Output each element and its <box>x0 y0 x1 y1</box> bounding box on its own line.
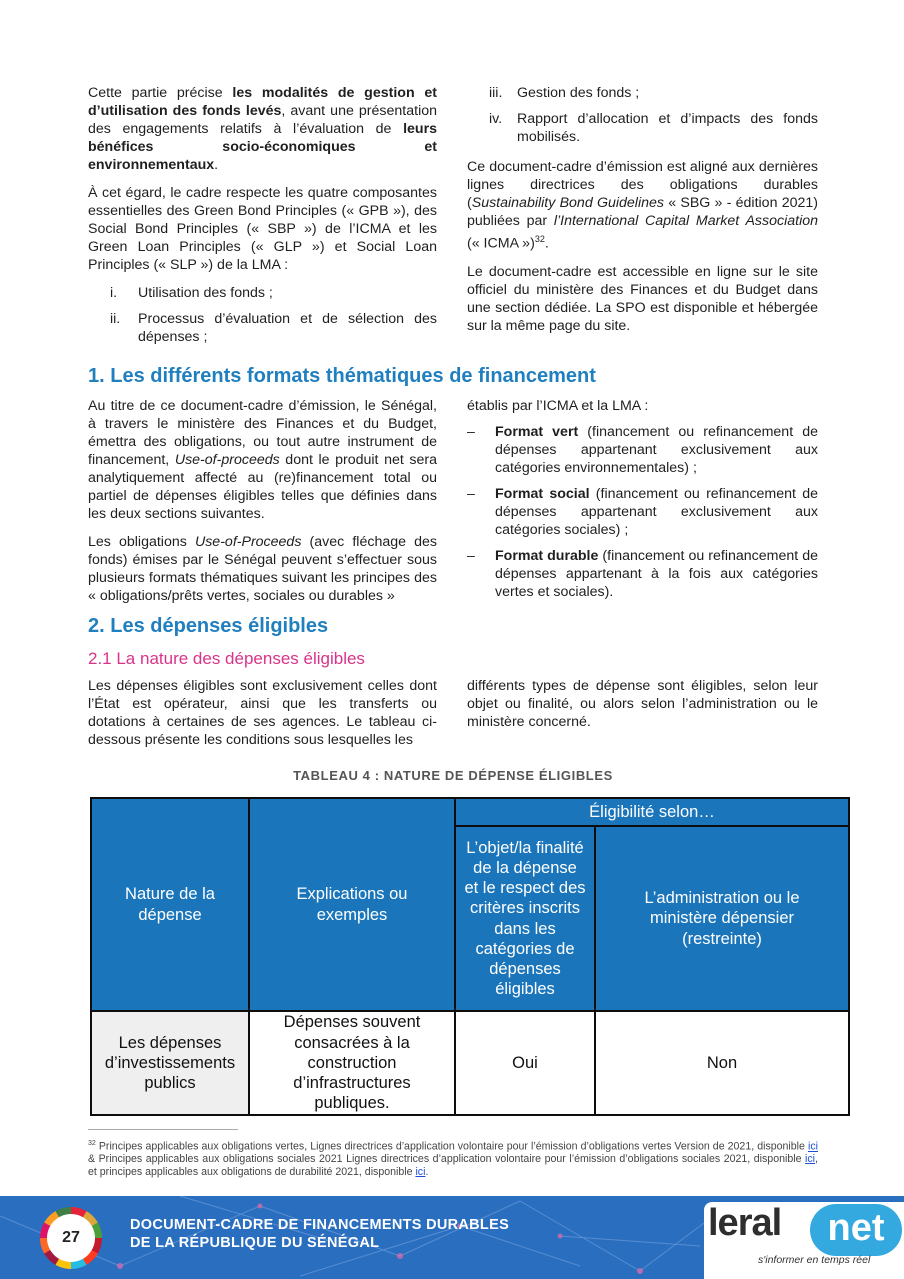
list-item-number: iv. <box>489 111 503 127</box>
intro-paragraph-1: Cette partie précise les modalités de gestion et d’utilisation des fonds levés, avant une présentation des engagements relatifs à l’évaluation de leurs bénéfices socio-économiques et environnementaux. <box>88 85 438 173</box>
footer-title-line-1: DOCUMENT-CADRE DE FINANCEMENTS DURABLES <box>130 1217 510 1233</box>
list-item-text: Gestion des fonds ; <box>517 85 640 101</box>
leralnet-logo <box>704 1202 904 1279</box>
intro-left-column <box>88 84 437 354</box>
list-item-text: Processus d’évaluation et de sélection des dépenses ; <box>138 311 437 345</box>
footnote-link[interactable]: ici <box>805 1153 816 1166</box>
section-1-right-column <box>467 397 818 609</box>
footer-title-line-2: DE LA RÉPUBLIQUE DU SÉNÉGAL <box>130 1235 380 1251</box>
header-explications: Explications ou exemples <box>249 798 455 1011</box>
section-1-left-column <box>88 397 437 615</box>
intro-paragraph-3: Ce document-cadre d’émission est aligné aux dernières lignes directrices des obligations durables (Sustainability Bond Guidelines « SBG » - édition 2021) publiées par l’International Capital Market Association (« ICMA »)$^{32}$. <box>467 159 818 252</box>
section-1-heading: 1. Les différents formats thématiques de financement <box>88 365 596 387</box>
dash-bullet: – <box>467 548 475 564</box>
list-item-number: ii. <box>110 311 121 327</box>
list-item <box>467 84 818 102</box>
logo-leral-text: leral <box>708 1202 782 1244</box>
dash-bullet: – <box>467 486 475 502</box>
list-item-text: Rapport d’allocation et d’impacts des fonds mobilisés. <box>517 111 818 145</box>
format-item-text: Format durable (financement ou refinancement de dépenses appartenant à la fois aux catégories vertes et sociales). <box>495 548 818 600</box>
list-item <box>88 310 437 346</box>
section-2-1-subheading: 2.1 La nature des dépenses éligibles <box>88 649 365 668</box>
format-item-text: Format vert (financement ou refinancement de dépenses appartenant exclusivement aux catégories environnementales) ; <box>495 424 819 476</box>
section-1-intro-line: établis par l’ICMA et la LMA : <box>467 398 649 414</box>
footnote-link[interactable]: ici <box>807 1140 818 1153</box>
sdg-page-badge <box>40 1207 102 1269</box>
format-item <box>467 423 818 477</box>
table-header-row-1 <box>91 798 849 826</box>
list-item-number: iii. <box>489 85 503 101</box>
format-item <box>467 485 818 539</box>
logo-tagline: s'informer en temps réel <box>758 1254 871 1266</box>
section-1-paragraph-1: Au titre de ce document-cadre d’émission, le Sénégal, à travers le ministère des Finances et du Budget, émettra des obligations, ou tout autre instrument de financement, Use-of-proceeds dont le produit net sera analytiquement affecté au (re)financement total ou partiel de dépenses éligibles telles que définies dans les deux sections suivantes. <box>88 398 437 522</box>
list-item-text: Utilisation des fonds ; <box>138 285 273 301</box>
cell-nature: Les dépenses d’investissements publics <box>91 1011 249 1115</box>
cell-explications: Dépenses souvent consacrées à la construction d’infrastructures publiques. <box>249 1011 455 1115</box>
section-2-paragraph-left: Les dépenses éligibles sont exclusivement celles dont l’État est opérateur, ainsi que les transferts ou dotations à certaines de ses agences. Le tableau ci-dessous présente les conditions sous lesquelles les <box>88 678 437 748</box>
footnote-link[interactable]: ici <box>415 1165 426 1178</box>
footnote-divider <box>88 1129 238 1130</box>
format-item <box>467 547 818 601</box>
section-2-right-column <box>467 677 818 741</box>
header-administration: L’administration ou le ministère dépensier (restreinte) <box>595 826 849 1011</box>
intro-list-right <box>467 84 818 146</box>
table-caption: TABLEAU 4 : NATURE DE DÉPENSE ÉLIGIBLES <box>293 768 613 783</box>
list-item-number: i. <box>110 285 118 301</box>
intro-paragraph-4: Le document-cadre est accessible en ligne sur le site officiel du ministère des Finances et du Budget dans une section dédiée. La SPO est disponible et hébergée sur la même page du site. <box>467 263 818 334</box>
header-nature: Nature de la dépense <box>91 798 249 1011</box>
footer-title <box>130 1216 509 1252</box>
logo-net-bubble: net <box>810 1204 902 1256</box>
intro-list-left <box>88 284 437 346</box>
section-2-left-column <box>88 677 437 759</box>
section-2-heading: 2. Les dépenses éligibles <box>88 615 329 637</box>
footnote: $^{32}$ Principes applicables aux obligations vertes, Lignes directrices d’application volontaire pour l’émission d’obligations vertes Version de 2021, disponible ici & Principes applicables aux obligations sociales 2021 Lignes directrices d’application volontaire pour l’émission d’obligations sociales 2021, disponible ici, et principes applicables aux obligations de durabilité 2021, disponible ici. <box>88 1140 818 1178</box>
cell-administration: Non <box>595 1011 849 1115</box>
page-footer <box>0 1196 904 1279</box>
section-1-paragraph-2: Les obligations Use-of-Proceeds (avec fléchage des fonds) émises par le Sénégal peuvent s’effectuer sous plusieurs formats thématiques suivant les principes des « obligations/prêts vertes, sociales ou durables » <box>88 534 437 604</box>
eligible-expenses-table <box>90 797 850 1116</box>
cell-objet: Oui <box>455 1011 595 1115</box>
header-eligibilite: Éligibilité selon… <box>455 798 849 826</box>
dash-bullet: – <box>467 424 475 440</box>
header-objet: L’objet/la finalité de la dépense et le respect des critères inscrits dans les catégories de dépenses éligibles <box>455 826 595 1011</box>
footnote-mark: 32 <box>88 1140 96 1147</box>
format-list <box>467 423 818 601</box>
list-item <box>88 284 437 302</box>
intro-right-column <box>467 84 818 345</box>
table-row <box>91 1011 849 1115</box>
section-2-paragraph-right: différents types de dépense sont éligibles, selon leur objet ou finalité, ou alors selon l’administration ou le ministère concerné. <box>467 678 818 730</box>
list-item <box>467 110 818 146</box>
intro-paragraph-2: À cet égard, le cadre respecte les quatre composantes essentielles des Green Bond Principles (« GPB »), des Social Bond Principles (« SBP ») de l’ICMA et les Green Loan Principles (« GLP ») et Social Loan Principles (« SLP ») de la LMA : <box>88 185 437 273</box>
page-number: 27 <box>47 1214 95 1262</box>
format-item-text: Format social (financement ou refinancement de dépenses appartenant exclusivement aux catégories sociales) ; <box>495 486 818 538</box>
